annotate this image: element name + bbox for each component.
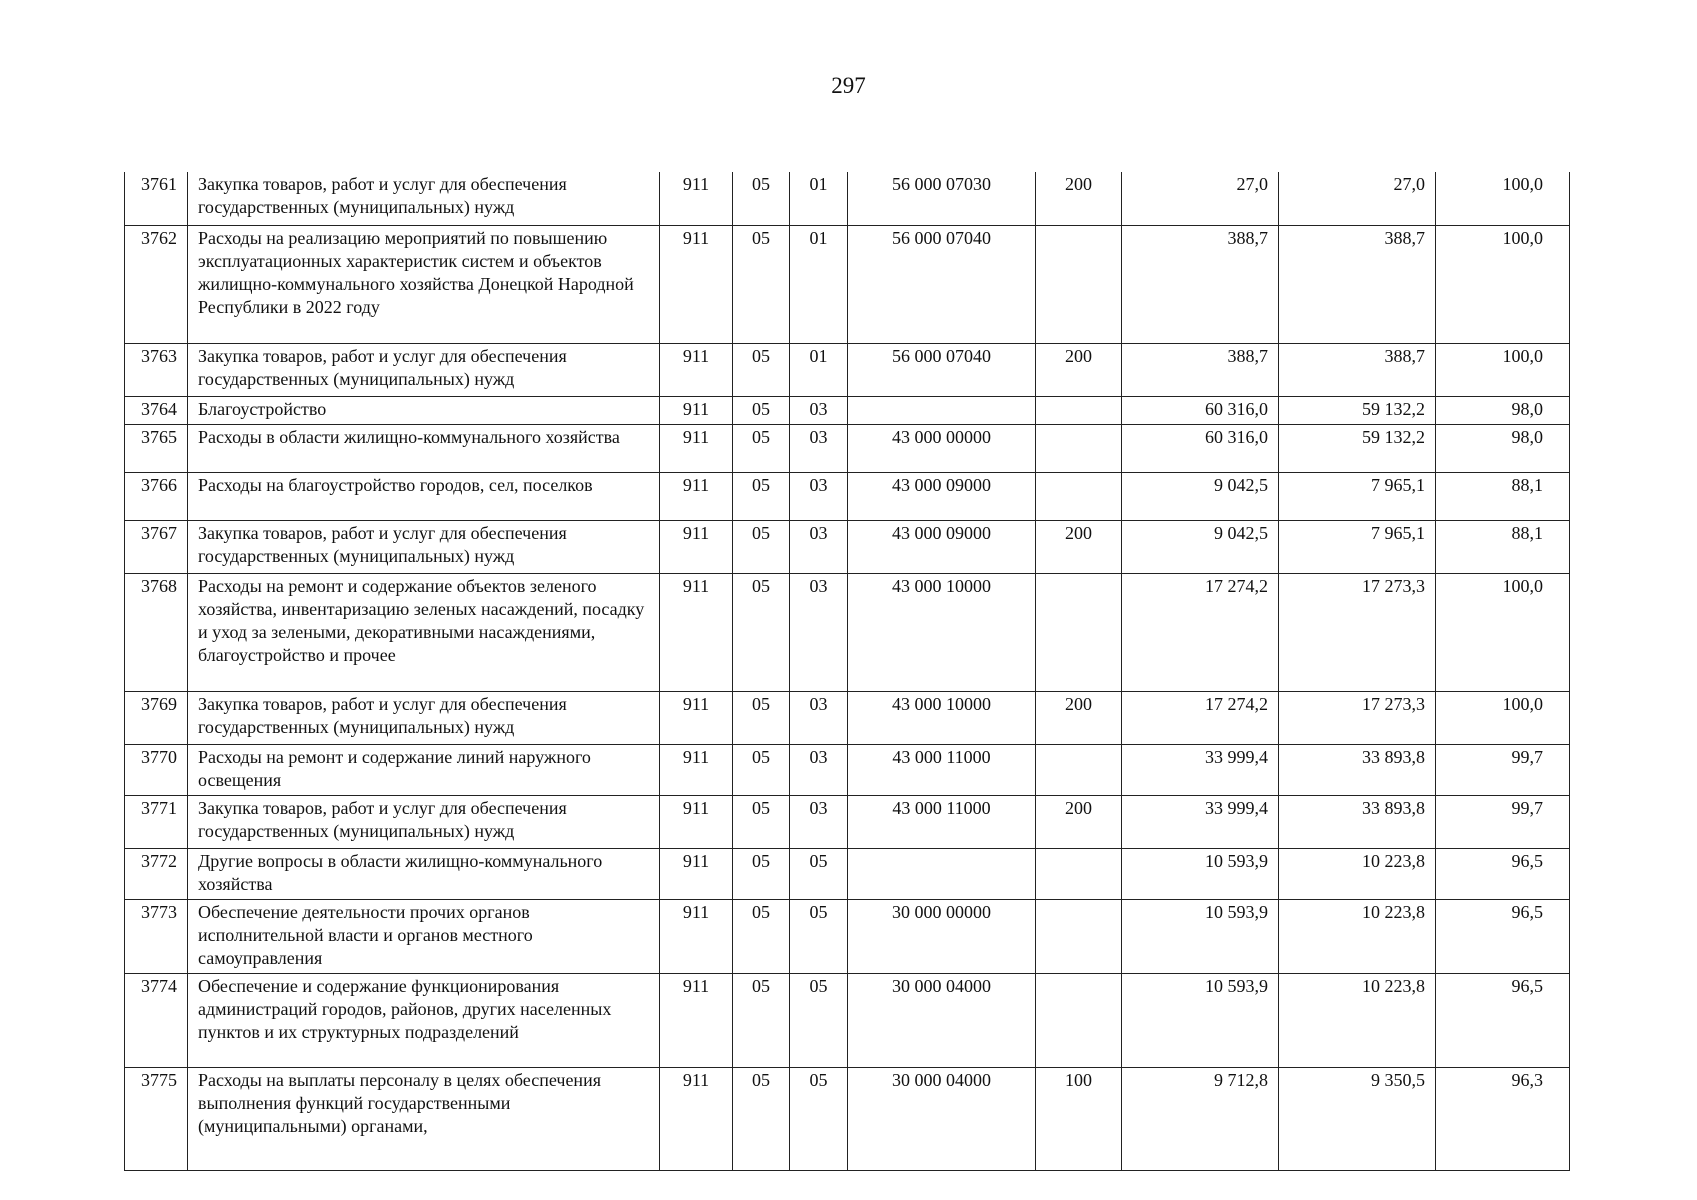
planned-amount-cell: 33 999,4: [1122, 744, 1279, 795]
table-row: [125, 520, 1570, 573]
row-number-cell: 3761: [125, 172, 188, 225]
execution-percent-cell: 100,0: [1436, 172, 1570, 225]
planned-amount-cell: 388,7: [1122, 225, 1279, 343]
table-row: [125, 343, 1570, 396]
target-article-cell: 56 000 07030: [848, 172, 1036, 225]
table-row: [125, 973, 1570, 1067]
actual-amount-cell: 7 965,1: [1279, 472, 1436, 520]
target-article-cell: [848, 848, 1036, 899]
target-article-cell: 30 000 04000: [848, 973, 1036, 1067]
department-code-cell: 911: [660, 472, 733, 520]
expenditure-name-cell: Закупка товаров, работ и услуг для обеспечения государственных (муниципальных) нужд: [188, 691, 660, 744]
subsection-code-cell: 03: [790, 744, 848, 795]
actual-amount-cell: 388,7: [1279, 225, 1436, 343]
row-number-cell: 3762: [125, 225, 188, 343]
section-code-cell: 05: [733, 848, 790, 899]
target-article-cell: 43 000 09000: [848, 472, 1036, 520]
actual-amount-cell: 10 223,8: [1279, 973, 1436, 1067]
execution-percent-cell: 100,0: [1436, 225, 1570, 343]
planned-amount-cell: 9 042,5: [1122, 520, 1279, 573]
target-article-cell: 43 000 09000: [848, 520, 1036, 573]
department-code-cell: 911: [660, 520, 733, 573]
department-code-cell: 911: [660, 172, 733, 225]
department-code-cell: 911: [660, 573, 733, 691]
table-row: [125, 172, 1570, 225]
department-code-cell: 911: [660, 1067, 733, 1170]
planned-amount-cell: 27,0: [1122, 172, 1279, 225]
expense-type-cell: 200: [1036, 172, 1122, 225]
target-article-cell: [848, 396, 1036, 424]
table-row: [125, 573, 1570, 691]
department-code-cell: 911: [660, 225, 733, 343]
expenditure-name-cell: Обеспечение и содержание функционирования администраций городов, районов, других населенных пунктов и их структурных подразделений: [188, 973, 660, 1067]
subsection-code-cell: 03: [790, 396, 848, 424]
section-code-cell: 05: [733, 472, 790, 520]
department-code-cell: 911: [660, 396, 733, 424]
table-row: [125, 472, 1570, 520]
subsection-code-cell: 05: [790, 1067, 848, 1170]
expenditure-name-cell: Расходы на реализацию мероприятий по повышению эксплуатационных характеристик систем и объектов жилищно-коммунального хозяйства Донецкой Народной Республики в 2022 году: [188, 225, 660, 343]
target-article-cell: 30 000 04000: [848, 1067, 1036, 1170]
execution-percent-cell: 98,0: [1436, 396, 1570, 424]
subsection-code-cell: 03: [790, 691, 848, 744]
table-row: [125, 899, 1570, 973]
subsection-code-cell: 03: [790, 573, 848, 691]
section-code-cell: 05: [733, 225, 790, 343]
planned-amount-cell: 9 042,5: [1122, 472, 1279, 520]
target-article-cell: 43 000 10000: [848, 573, 1036, 691]
section-code-cell: 05: [733, 343, 790, 396]
expenditure-name-cell: Другие вопросы в области жилищно-коммунального хозяйства: [188, 848, 660, 899]
actual-amount-cell: 9 350,5: [1279, 1067, 1436, 1170]
actual-amount-cell: 17 273,3: [1279, 691, 1436, 744]
section-code-cell: 05: [733, 172, 790, 225]
actual-amount-cell: 33 893,8: [1279, 795, 1436, 848]
budget-expenditure-table: [124, 172, 1570, 1171]
row-number-cell: 3773: [125, 899, 188, 973]
actual-amount-cell: 27,0: [1279, 172, 1436, 225]
expenditure-name-cell: Закупка товаров, работ и услуг для обеспечения государственных (муниципальных) нужд: [188, 795, 660, 848]
actual-amount-cell: 17 273,3: [1279, 573, 1436, 691]
section-code-cell: 05: [733, 520, 790, 573]
table-row: [125, 1067, 1570, 1170]
target-article-cell: 56 000 07040: [848, 343, 1036, 396]
planned-amount-cell: 17 274,2: [1122, 691, 1279, 744]
department-code-cell: 911: [660, 424, 733, 472]
planned-amount-cell: 10 593,9: [1122, 899, 1279, 973]
execution-percent-cell: 100,0: [1436, 343, 1570, 396]
planned-amount-cell: 17 274,2: [1122, 573, 1279, 691]
execution-percent-cell: 96,5: [1436, 848, 1570, 899]
actual-amount-cell: 33 893,8: [1279, 744, 1436, 795]
row-number-cell: 3772: [125, 848, 188, 899]
expenditure-name-cell: Расходы в области жилищно-коммунального хозяйства: [188, 424, 660, 472]
expense-type-cell: [1036, 973, 1122, 1067]
subsection-code-cell: 05: [790, 848, 848, 899]
section-code-cell: 05: [733, 396, 790, 424]
subsection-code-cell: 01: [790, 343, 848, 396]
subsection-code-cell: 03: [790, 520, 848, 573]
table-row: [125, 691, 1570, 744]
actual-amount-cell: 59 132,2: [1279, 424, 1436, 472]
expenditure-name-cell: Благоустройство: [188, 396, 660, 424]
subsection-code-cell: 03: [790, 424, 848, 472]
page-number: 297: [831, 73, 866, 98]
expense-type-cell: [1036, 573, 1122, 691]
expense-type-cell: [1036, 848, 1122, 899]
row-number-cell: 3763: [125, 343, 188, 396]
section-code-cell: 05: [733, 899, 790, 973]
actual-amount-cell: 59 132,2: [1279, 396, 1436, 424]
expense-type-cell: [1036, 472, 1122, 520]
expenditure-name-cell: Обеспечение деятельности прочих органов исполнительной власти и органов местного самоуправления: [188, 899, 660, 973]
planned-amount-cell: 9 712,8: [1122, 1067, 1279, 1170]
planned-amount-cell: 10 593,9: [1122, 848, 1279, 899]
execution-percent-cell: 96,3: [1436, 1067, 1570, 1170]
target-article-cell: 56 000 07040: [848, 225, 1036, 343]
expense-type-cell: [1036, 899, 1122, 973]
actual-amount-cell: 7 965,1: [1279, 520, 1436, 573]
actual-amount-cell: 388,7: [1279, 343, 1436, 396]
execution-percent-cell: 99,7: [1436, 744, 1570, 795]
department-code-cell: 911: [660, 343, 733, 396]
section-code-cell: 05: [733, 795, 790, 848]
execution-percent-cell: 100,0: [1436, 573, 1570, 691]
expense-type-cell: [1036, 424, 1122, 472]
execution-percent-cell: 98,0: [1436, 424, 1570, 472]
table-row: [125, 225, 1570, 343]
row-number-cell: 3774: [125, 973, 188, 1067]
expense-type-cell: 100: [1036, 1067, 1122, 1170]
table-row: [125, 396, 1570, 424]
department-code-cell: 911: [660, 973, 733, 1067]
planned-amount-cell: 388,7: [1122, 343, 1279, 396]
expenditure-name-cell: Расходы на ремонт и содержание объектов зеленого хозяйства, инвентаризацию зеленых насаждений, посадку и уход за зелеными, декоративными насаждениями, благоустройство и прочее: [188, 573, 660, 691]
section-code-cell: 05: [733, 1067, 790, 1170]
department-code-cell: 911: [660, 795, 733, 848]
execution-percent-cell: 99,7: [1436, 795, 1570, 848]
execution-percent-cell: 96,5: [1436, 899, 1570, 973]
section-code-cell: 05: [733, 424, 790, 472]
subsection-code-cell: 03: [790, 795, 848, 848]
row-number-cell: 3766: [125, 472, 188, 520]
subsection-code-cell: 01: [790, 225, 848, 343]
department-code-cell: 911: [660, 744, 733, 795]
execution-percent-cell: 88,1: [1436, 472, 1570, 520]
target-article-cell: 43 000 10000: [848, 691, 1036, 744]
planned-amount-cell: 10 593,9: [1122, 973, 1279, 1067]
expenditure-name-cell: Расходы на благоустройство городов, сел, поселков: [188, 472, 660, 520]
table-row: [125, 424, 1570, 472]
planned-amount-cell: 33 999,4: [1122, 795, 1279, 848]
subsection-code-cell: 03: [790, 472, 848, 520]
section-code-cell: 05: [733, 744, 790, 795]
expense-type-cell: [1036, 396, 1122, 424]
row-number-cell: 3767: [125, 520, 188, 573]
section-code-cell: 05: [733, 573, 790, 691]
expense-type-cell: [1036, 225, 1122, 343]
section-code-cell: 05: [733, 691, 790, 744]
table-row: [125, 795, 1570, 848]
actual-amount-cell: 10 223,8: [1279, 899, 1436, 973]
planned-amount-cell: 60 316,0: [1122, 396, 1279, 424]
execution-percent-cell: 88,1: [1436, 520, 1570, 573]
table-row: [125, 848, 1570, 899]
target-article-cell: 43 000 00000: [848, 424, 1036, 472]
expenditure-name-cell: Расходы на выплаты персоналу в целях обеспечения выполнения функций государственными (муниципальными) органами,: [188, 1067, 660, 1170]
department-code-cell: 911: [660, 848, 733, 899]
section-code-cell: 05: [733, 973, 790, 1067]
target-article-cell: 43 000 11000: [848, 795, 1036, 848]
expenditure-name-cell: Закупка товаров, работ и услуг для обеспечения государственных (муниципальных) нужд: [188, 520, 660, 573]
target-article-cell: 43 000 11000: [848, 744, 1036, 795]
execution-percent-cell: 100,0: [1436, 691, 1570, 744]
expense-type-cell: [1036, 744, 1122, 795]
row-number-cell: 3768: [125, 573, 188, 691]
actual-amount-cell: 10 223,8: [1279, 848, 1436, 899]
subsection-code-cell: 05: [790, 973, 848, 1067]
expense-type-cell: 200: [1036, 691, 1122, 744]
row-number-cell: 3765: [125, 424, 188, 472]
target-article-cell: 30 000 00000: [848, 899, 1036, 973]
expense-type-cell: 200: [1036, 520, 1122, 573]
expenditure-name-cell: Закупка товаров, работ и услуг для обеспечения государственных (муниципальных) нужд: [188, 343, 660, 396]
expenditure-name-cell: Закупка товаров, работ и услуг для обеспечения государственных (муниципальных) нужд: [188, 172, 660, 225]
row-number-cell: 3770: [125, 744, 188, 795]
department-code-cell: 911: [660, 899, 733, 973]
expense-type-cell: 200: [1036, 343, 1122, 396]
planned-amount-cell: 60 316,0: [1122, 424, 1279, 472]
table-row: [125, 744, 1570, 795]
subsection-code-cell: 01: [790, 172, 848, 225]
row-number-cell: 3769: [125, 691, 188, 744]
expenditure-name-cell: Расходы на ремонт и содержание линий наружного освещения: [188, 744, 660, 795]
row-number-cell: 3775: [125, 1067, 188, 1170]
subsection-code-cell: 05: [790, 899, 848, 973]
table-body: [125, 172, 1570, 1170]
row-number-cell: 3764: [125, 396, 188, 424]
department-code-cell: 911: [660, 691, 733, 744]
expense-type-cell: 200: [1036, 795, 1122, 848]
row-number-cell: 3771: [125, 795, 188, 848]
execution-percent-cell: 96,5: [1436, 973, 1570, 1067]
